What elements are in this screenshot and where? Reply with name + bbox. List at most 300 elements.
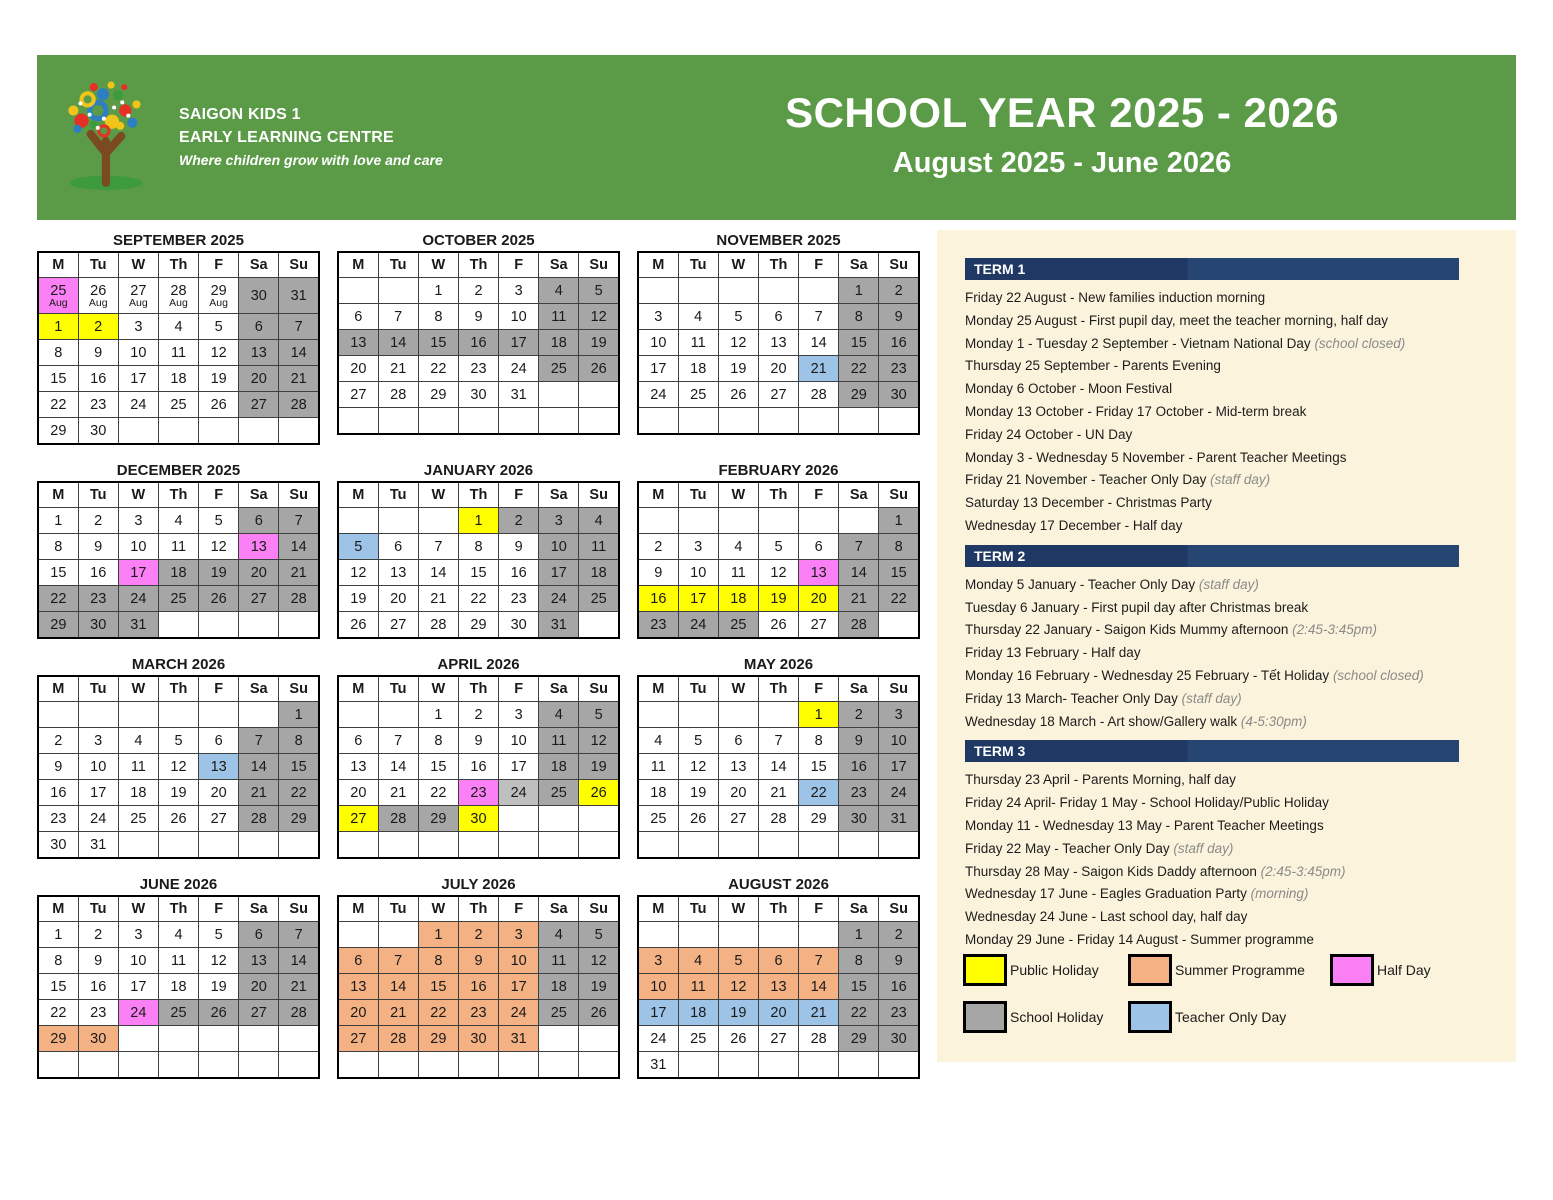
day-cell: 28 <box>758 806 798 832</box>
day-cell: 19 <box>338 586 378 612</box>
day-cell: 1 <box>38 314 78 340</box>
day-cell: 19 <box>718 1000 758 1026</box>
month-table <box>337 895 620 1079</box>
week-row <box>338 304 619 330</box>
day-cell <box>199 832 239 859</box>
day-cell <box>378 408 418 435</box>
month-table <box>37 895 320 1079</box>
day-cell: 18 <box>158 366 198 392</box>
weekday-label: Tu <box>678 252 718 278</box>
day-cell: 28 <box>378 382 418 408</box>
day-cell: 15 <box>418 754 458 780</box>
day-cell: 17 <box>499 754 539 780</box>
weekday-header-row <box>338 482 619 508</box>
day-cell <box>539 382 579 408</box>
weekday-label: F <box>499 676 539 702</box>
day-cell: 27 <box>758 382 798 408</box>
day-cell: 16 <box>78 560 118 586</box>
event-text: Wednesday 17 December - Half day <box>965 517 1183 533</box>
weekday-header-row <box>638 896 919 922</box>
day-cell: 11 <box>539 304 579 330</box>
day-cell: 6 <box>239 314 279 340</box>
day-cell: 21 <box>758 780 798 806</box>
day-cell: 10 <box>118 948 158 974</box>
event-line <box>965 883 1516 906</box>
day-cell: 2 <box>839 702 879 728</box>
event-line <box>965 469 1516 492</box>
week-row <box>638 1000 919 1026</box>
day-cell: 25 <box>158 1000 198 1026</box>
event-line <box>965 688 1516 711</box>
day-cell <box>158 612 198 639</box>
day-cell: 17 <box>638 1000 678 1026</box>
week-row <box>38 728 319 754</box>
event-line <box>965 447 1516 470</box>
month-title: APRIL 2026 <box>437 656 520 673</box>
day-cell: 12 <box>758 560 798 586</box>
week-row <box>38 612 319 639</box>
day-cell: 30 <box>879 1026 919 1052</box>
week-row <box>638 780 919 806</box>
week-row <box>638 508 919 534</box>
day-number: 26 <box>90 283 107 299</box>
month-body <box>38 278 319 445</box>
day-cell: 23 <box>638 612 678 639</box>
month-body <box>338 922 619 1079</box>
week-row <box>38 586 319 612</box>
day-cell: 24 <box>499 356 539 382</box>
day-cell: 3 <box>638 948 678 974</box>
day-cell: 14 <box>279 340 319 366</box>
day-cell: 13 <box>378 560 418 586</box>
month-body <box>38 922 319 1079</box>
event-line <box>965 711 1516 734</box>
day-cell: 2 <box>879 922 919 948</box>
weekday-label: Th <box>458 482 498 508</box>
day-cell: 3 <box>638 304 678 330</box>
weekday-label: Sa <box>839 896 879 922</box>
day-number: 25 <box>50 283 67 299</box>
day-cell: 5 <box>579 702 619 728</box>
event-line <box>965 906 1516 929</box>
event-note: (school closed) <box>1310 335 1406 351</box>
day-cell: 10 <box>78 754 118 780</box>
month-august-2026 <box>637 875 920 1079</box>
day-cell: 21 <box>799 1000 839 1026</box>
weekday-label: Sa <box>539 896 579 922</box>
week-row <box>338 382 619 408</box>
month-title: JULY 2026 <box>441 876 516 893</box>
day-cell: 10 <box>499 948 539 974</box>
day-cell: 20 <box>378 586 418 612</box>
day-cell: 9 <box>879 948 919 974</box>
day-cell: 5 <box>579 922 619 948</box>
month-table <box>637 481 920 639</box>
week-row <box>638 754 919 780</box>
day-cell <box>539 832 579 859</box>
day-cell <box>338 832 378 859</box>
day-cell: 13 <box>239 948 279 974</box>
day-cell: 31 <box>279 278 319 314</box>
week-row <box>338 1000 619 1026</box>
legend-row <box>963 954 1490 986</box>
week-row <box>338 1052 619 1079</box>
event-line <box>965 929 1516 952</box>
day-cell <box>338 702 378 728</box>
day-cell: 3 <box>118 922 158 948</box>
day-cell: 12 <box>579 304 619 330</box>
day-cell <box>799 408 839 435</box>
weekday-header-row <box>638 252 919 278</box>
week-row <box>38 366 319 392</box>
day-cell: 12 <box>338 560 378 586</box>
event-text: Friday 22 August - New families induction morning <box>965 290 1266 305</box>
day-cell <box>239 418 279 445</box>
day-cell: 21 <box>279 560 319 586</box>
legend-swatch <box>1128 1001 1172 1033</box>
day-cell: 3 <box>499 702 539 728</box>
day-cell: 1 <box>418 278 458 304</box>
day-number: 28 <box>170 283 187 299</box>
day-cell: 17 <box>638 356 678 382</box>
day-cell: 16 <box>458 330 498 356</box>
term-header-term-1: TERM 1 <box>965 258 1459 280</box>
day-cell: 16 <box>78 366 118 392</box>
day-cell <box>799 1052 839 1079</box>
event-text: Monday 3 - Wednesday 5 November - Parent Teacher Meetings <box>965 449 1347 465</box>
day-cell: 17 <box>678 586 718 612</box>
term-header-term-3: TERM 3 <box>965 740 1459 762</box>
day-cell <box>839 408 879 435</box>
day-cell: 23 <box>78 586 118 612</box>
weekday-label: Tu <box>378 482 418 508</box>
weekday-label: Su <box>579 896 619 922</box>
week-row <box>338 702 619 728</box>
day-cell: 10 <box>638 974 678 1000</box>
day-cell: 10 <box>879 728 919 754</box>
day-cell <box>579 408 619 435</box>
day-cell: 16 <box>839 754 879 780</box>
day-cell: 13 <box>239 534 279 560</box>
day-cell <box>338 408 378 435</box>
term-events-term-3 <box>965 769 1516 951</box>
day-cell: 26 <box>199 1000 239 1026</box>
event-line <box>965 815 1516 838</box>
month-january-2026 <box>337 461 620 639</box>
day-cell: 21 <box>799 356 839 382</box>
weekday-label: W <box>718 482 758 508</box>
day-cell: 14 <box>799 974 839 1000</box>
day-cell: 8 <box>458 534 498 560</box>
day-cell: 20 <box>758 356 798 382</box>
day-cell: 19 <box>678 780 718 806</box>
weekday-label: Su <box>879 482 919 508</box>
day-cell: 10 <box>118 534 158 560</box>
day-cell: 10 <box>499 304 539 330</box>
day-cell: 9 <box>458 304 498 330</box>
day-cell: 25 <box>678 382 718 408</box>
day-cell: 6 <box>758 948 798 974</box>
day-cell: 18 <box>539 330 579 356</box>
day-cell: 24 <box>678 612 718 639</box>
weekday-label: F <box>799 676 839 702</box>
month-body <box>638 922 919 1079</box>
day-cell <box>539 1052 579 1079</box>
day-cell: 15 <box>38 974 78 1000</box>
day-cell: 14 <box>279 948 319 974</box>
day-cell: 9 <box>458 728 498 754</box>
day-cell <box>378 1052 418 1079</box>
day-cell: 25 <box>158 586 198 612</box>
month-title: MARCH 2026 <box>131 656 226 673</box>
day-cell: 28 <box>279 1000 319 1026</box>
month-table <box>337 481 620 639</box>
day-cell <box>199 702 239 728</box>
day-cell <box>158 418 198 445</box>
day-cell: 28 <box>418 612 458 639</box>
day-cell: 6 <box>338 948 378 974</box>
day-cell: 1 <box>418 702 458 728</box>
day-cell: 19 <box>199 974 239 1000</box>
day-cell: 11 <box>158 340 198 366</box>
day-cell: 30 <box>458 806 498 832</box>
day-cell: 4 <box>539 922 579 948</box>
day-cell: 5 <box>338 534 378 560</box>
day-cell: 2 <box>78 922 118 948</box>
day-cell: 16 <box>78 974 118 1000</box>
weekday-label: M <box>38 896 78 922</box>
day-cell: 12 <box>158 754 198 780</box>
day-cell: 5 <box>199 314 239 340</box>
day-cell: 21 <box>378 1000 418 1026</box>
event-text: Thursday 22 January - Saigon Kids Mummy afternoon <box>965 622 1289 638</box>
weekday-label: Sa <box>839 676 879 702</box>
event-text: Wednesday 24 June - Last school day, half day <box>965 909 1248 925</box>
day-cell: 17 <box>118 560 158 586</box>
day-cell: 5 <box>199 508 239 534</box>
day-cell: 15 <box>458 560 498 586</box>
day-cell <box>579 832 619 859</box>
weekday-label: Tu <box>678 482 718 508</box>
day-cell: 24 <box>499 780 539 806</box>
day-cell: 18 <box>118 780 158 806</box>
weekday-label: Th <box>758 896 798 922</box>
day-cell: 31 <box>539 612 579 639</box>
day-cell <box>158 1052 198 1079</box>
day-cell <box>458 832 498 859</box>
day-cell: 9 <box>458 948 498 974</box>
day-cell: 19 <box>718 356 758 382</box>
legend <box>963 954 1490 1048</box>
month-december-2025 <box>37 461 320 639</box>
month-table <box>637 251 920 435</box>
day-cell: 27 <box>338 806 378 832</box>
day-cell: 20 <box>718 780 758 806</box>
day-cell <box>678 1052 718 1079</box>
day-cell: 6 <box>338 728 378 754</box>
day-cell: 24 <box>499 1000 539 1026</box>
month-table <box>37 675 320 859</box>
day-cell: 2 <box>458 702 498 728</box>
week-row <box>38 534 319 560</box>
day-cell <box>338 1052 378 1079</box>
day-cell <box>418 832 458 859</box>
weekday-label: W <box>718 676 758 702</box>
day-cell: 4 <box>539 278 579 304</box>
day-cell <box>799 832 839 859</box>
day-cell <box>279 1026 319 1052</box>
day-cell: 18 <box>638 780 678 806</box>
weekday-label: Sa <box>839 482 879 508</box>
day-cell: 22 <box>38 1000 78 1026</box>
week-row <box>638 806 919 832</box>
event-text: Monday 25 August - First pupil day, meet the teacher morning, half day <box>965 312 1388 328</box>
weekday-label: F <box>499 482 539 508</box>
day-cell: 24 <box>539 586 579 612</box>
event-text: Friday 24 April- Friday 1 May - School Holiday/Public Holiday <box>965 795 1329 811</box>
month-june-2026 <box>37 875 320 1079</box>
title-block <box>657 89 1467 180</box>
day-cell <box>199 1026 239 1052</box>
month-title: FEBRUARY 2026 <box>718 462 839 479</box>
weekday-header-row <box>638 676 919 702</box>
week-row <box>638 534 919 560</box>
month-table <box>637 895 920 1079</box>
week-row <box>338 560 619 586</box>
day-cell: 13 <box>718 754 758 780</box>
legend-row <box>963 1001 1490 1033</box>
day-cell <box>78 702 118 728</box>
day-cell: 22 <box>38 586 78 612</box>
day-cell: 27 <box>338 382 378 408</box>
week-row <box>638 612 919 639</box>
day-cell: 12 <box>678 754 718 780</box>
weekday-header-row <box>38 252 319 278</box>
day-cell: 12 <box>199 948 239 974</box>
week-row <box>338 278 619 304</box>
day-cell: 27 <box>338 1026 378 1052</box>
day-cell: 19 <box>158 780 198 806</box>
weekday-label: F <box>199 482 239 508</box>
day-cell: 14 <box>239 754 279 780</box>
day-cell: 26 <box>678 806 718 832</box>
day-cell <box>678 408 718 435</box>
day-cell: 22 <box>418 1000 458 1026</box>
day-cell: 11 <box>638 754 678 780</box>
day-cell: 2 <box>638 534 678 560</box>
day-cell: 15 <box>38 560 78 586</box>
day-cell: 30 <box>458 1026 498 1052</box>
day-cell: 17 <box>879 754 919 780</box>
day-cell: 24 <box>118 586 158 612</box>
day-cell: 19 <box>579 330 619 356</box>
day-cell: 26 <box>579 1000 619 1026</box>
event-note: (staff day) <box>1195 576 1259 592</box>
day-cell: 28 <box>378 806 418 832</box>
month-table <box>337 675 620 859</box>
day-cell: 20 <box>338 1000 378 1026</box>
day-cell: 22 <box>458 586 498 612</box>
day-cell: 29 <box>418 382 458 408</box>
weekday-label: Th <box>758 482 798 508</box>
weekday-label: Su <box>579 482 619 508</box>
week-row <box>638 356 919 382</box>
day-cell <box>579 1052 619 1079</box>
day-cell: 29 <box>799 806 839 832</box>
day-cell: 3 <box>879 702 919 728</box>
week-row <box>638 702 919 728</box>
day-cell <box>239 832 279 859</box>
day-month-label: Aug <box>88 297 108 309</box>
legend-swatch <box>1330 954 1374 986</box>
day-cell <box>579 806 619 832</box>
week-row <box>38 754 319 780</box>
day-month-label: Aug <box>169 297 188 309</box>
day-cell: 29 <box>38 612 78 639</box>
day-cell <box>499 408 539 435</box>
legend-item-school-holiday <box>963 1001 1128 1033</box>
day-cell: 2 <box>78 314 118 340</box>
weekday-label: Sa <box>539 252 579 278</box>
day-cell: 2 <box>38 728 78 754</box>
day-cell: 25 <box>579 586 619 612</box>
day-cell <box>199 1052 239 1079</box>
month-may-2026 <box>637 655 920 859</box>
event-text: Monday 11 - Wednesday 13 May - Parent Teacher Meetings <box>965 817 1324 833</box>
day-cell: 17 <box>118 366 158 392</box>
event-line <box>965 401 1516 424</box>
day-cell: 8 <box>418 728 458 754</box>
weekday-label: Su <box>279 896 319 922</box>
weekday-label: F <box>799 252 839 278</box>
day-cell: 21 <box>418 586 458 612</box>
day-cell: 14 <box>279 534 319 560</box>
event-line <box>965 619 1516 642</box>
day-cell: 13 <box>338 330 378 356</box>
week-row <box>638 330 919 356</box>
weekday-label: W <box>718 252 758 278</box>
day-cell: 30 <box>78 1026 118 1052</box>
day-cell: 21 <box>239 780 279 806</box>
event-line <box>965 642 1516 665</box>
day-cell: 20 <box>239 974 279 1000</box>
weekday-header-row <box>338 252 619 278</box>
day-cell: 3 <box>499 278 539 304</box>
day-cell <box>78 278 118 314</box>
weekday-label: Sa <box>239 482 279 508</box>
day-cell: 29 <box>839 1026 879 1052</box>
tree-icon <box>53 74 165 198</box>
day-cell <box>118 1052 158 1079</box>
day-cell: 28 <box>279 586 319 612</box>
day-cell: 14 <box>758 754 798 780</box>
day-cell: 30 <box>78 418 118 445</box>
weekday-label: W <box>118 482 158 508</box>
month-title: JUNE 2026 <box>139 876 218 893</box>
weekday-label: Su <box>279 482 319 508</box>
day-cell: 7 <box>378 304 418 330</box>
day-cell: 20 <box>338 356 378 382</box>
day-cell <box>638 702 678 728</box>
day-cell: 22 <box>418 356 458 382</box>
week-row <box>638 560 919 586</box>
day-cell: 22 <box>879 586 919 612</box>
week-row <box>338 922 619 948</box>
weekday-label: M <box>38 252 78 278</box>
page-subtitle: August 2025 - June 2026 <box>892 147 1232 179</box>
day-cell <box>378 508 418 534</box>
weekday-label: Tu <box>378 252 418 278</box>
